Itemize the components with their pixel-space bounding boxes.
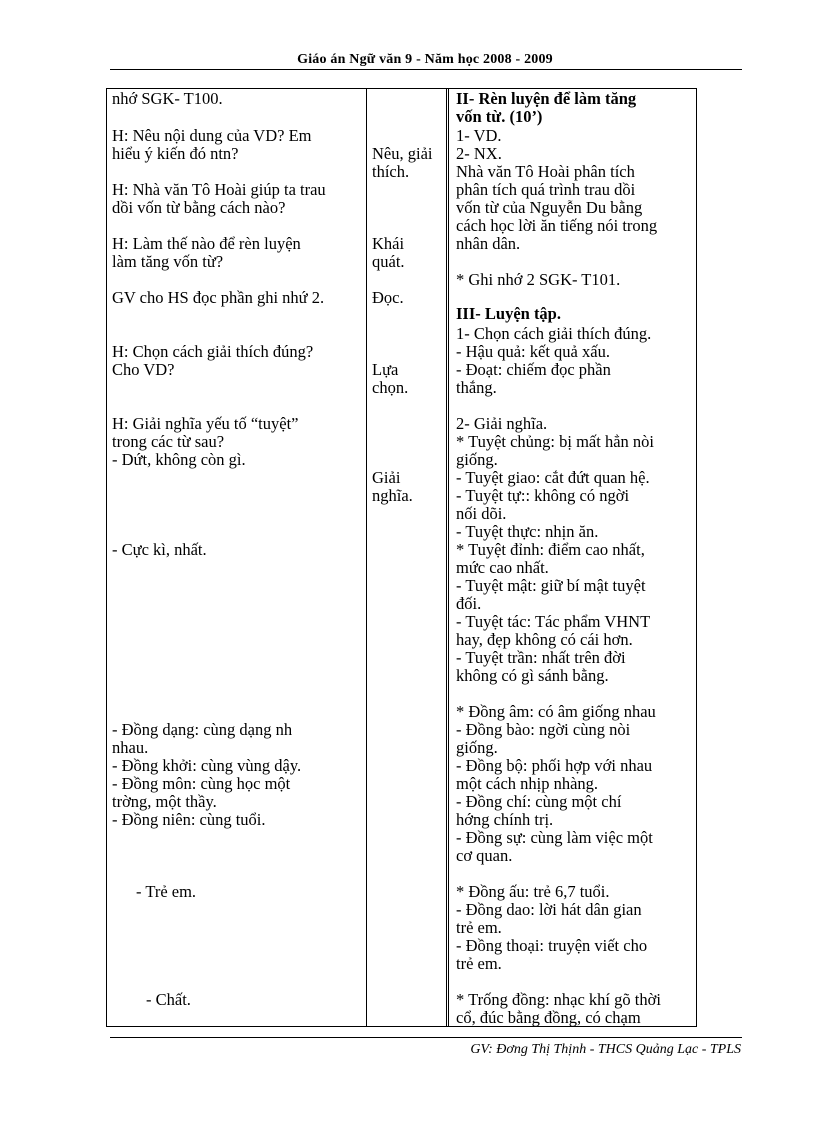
text-line: - Đồng sự: cùng làm việc một xyxy=(456,828,653,847)
text-line: - Đồng bào: ngời cùng nòi xyxy=(456,720,631,739)
text-line: Khái xyxy=(372,234,405,253)
text-line: nhau. xyxy=(112,738,149,757)
text-line: - Đồng dao: lời hát dân gian xyxy=(456,900,642,919)
text-line: - Đồng bộ: phối hợp với nhau xyxy=(456,756,653,775)
text-line: - Trẻ em. xyxy=(136,882,197,901)
text-line: Giải xyxy=(372,468,401,487)
text-line: * Đồng âm: có âm giống nhau xyxy=(456,702,656,721)
text-line: nhớ SGK- T100. xyxy=(112,89,223,108)
text-line: trờng, một thầy. xyxy=(112,792,217,811)
text-line: * Đồng ấu: trẻ 6,7 tuổi. xyxy=(456,882,610,901)
text-line: hớng chính trị. xyxy=(456,810,554,829)
text-line: - Tuyệt giao: cắt đứt quan hệ. xyxy=(456,468,650,487)
footer-rule xyxy=(110,1037,742,1038)
text-line: vốn từ của Nguyễn Du bằng xyxy=(456,198,643,217)
text-line: nhân dân. xyxy=(456,234,521,253)
text-line: 1- Chọn cách giải thích đúng. xyxy=(456,324,652,343)
text-line: quát. xyxy=(372,252,405,271)
text-line: H: Giải nghĩa yếu tố “tuyệt” xyxy=(112,414,299,433)
text-line: - Đồng môn: cùng học một xyxy=(112,774,291,793)
text-line: trẻ em. xyxy=(456,954,502,973)
text-line: phân tích quá trình trau dồi xyxy=(456,180,636,199)
text-line: * Ghi nhớ 2 SGK- T101. xyxy=(456,270,621,289)
page-footer-author: GV: Đơng Thị Thịnh - THCS Quảng Lạc - TPLS xyxy=(470,1042,741,1057)
text-line: chọn. xyxy=(372,378,409,397)
text-line: 2- NX. xyxy=(456,144,502,163)
text-line: một cách nhịp nhàng. xyxy=(456,774,599,793)
text-line: 1- VD. xyxy=(456,126,502,145)
text-line: - Đồng chí: cùng một chí xyxy=(456,792,622,811)
column-divider-2 xyxy=(446,89,449,1026)
section-heading: II- Rèn luyện để làm tăng xyxy=(456,89,637,108)
text-line: - Đoạt: chiếm đọc phần xyxy=(456,360,611,379)
text-line: giống. xyxy=(456,738,498,757)
text-line: GV cho HS đọc phần ghi nhứ 2. xyxy=(112,288,325,307)
text-line: hiểu ý kiến đó ntn? xyxy=(112,144,239,163)
text-line: Cho VD? xyxy=(112,360,175,379)
text-line: - Tuyệt mật: giữ bí mật tuyệt xyxy=(456,576,646,595)
text-line: H: Nêu nội dung của VD? Em xyxy=(112,126,312,145)
text-line: - Đồng thoại: truyện viết cho xyxy=(456,936,648,955)
text-line: trong các từ sau? xyxy=(112,432,225,451)
text-line: H: Nhà văn Tô Hoài giúp ta trau xyxy=(112,180,326,199)
text-line: Nêu, giải xyxy=(372,144,433,163)
text-line: - Tuyệt thực: nhịn ăn. xyxy=(456,522,599,541)
text-line: giống. xyxy=(456,450,498,469)
text-line: trẻ em. xyxy=(456,918,502,937)
text-line: - Cực kì, nhất. xyxy=(112,540,207,559)
text-line: Lựa xyxy=(372,360,399,379)
text-line: Đọc. xyxy=(372,288,404,307)
text-line: cổ, đúc bằng đồng, có chạm xyxy=(456,1008,641,1027)
text-line: 2- Giải nghĩa. xyxy=(456,414,548,433)
text-line: * Trống đồng: nhạc khí gõ thời xyxy=(456,990,661,1009)
text-line: đối. xyxy=(456,594,482,613)
text-line: - Dứt, không còn gì. xyxy=(112,450,246,469)
text-line: - Đồng niên: cùng tuổi. xyxy=(112,810,266,829)
text-line: - Chất. xyxy=(146,990,191,1009)
text-line: * Tuyệt đỉnh: điểm cao nhất, xyxy=(456,540,645,559)
text-line: cơ quan. xyxy=(456,846,513,865)
text-line: Nhà văn Tô Hoài phân tích xyxy=(456,162,635,181)
text-line: * Tuyệt chủng: bị mất hẳn nòi xyxy=(456,432,654,451)
text-line: nối dõi. xyxy=(456,504,507,523)
text-line: - Đồng khởi: cùng vùng dậy. xyxy=(112,756,302,775)
section-heading: vốn từ. (10’) xyxy=(456,107,543,126)
text-line: - Đồng dạng: cùng dạng nh xyxy=(112,720,293,739)
column-divider-1 xyxy=(366,89,367,1026)
text-line: thắng. xyxy=(456,378,497,397)
text-line: không có gì sánh bằng. xyxy=(456,666,609,685)
text-line: cách học lời ăn tiếng nói trong xyxy=(456,216,658,235)
text-line: hay, đẹp không có cái hơn. xyxy=(456,630,633,649)
text-line: - Tuyệt tự:: không có ngời xyxy=(456,486,630,505)
text-line: nghĩa. xyxy=(372,486,413,505)
text-line: H: Làm thế nào để rèn luyện xyxy=(112,234,301,253)
text-line: - Tuyệt trần: nhất trên đời xyxy=(456,648,626,667)
text-line: - Tuyệt tác: Tác phẩm VHNT xyxy=(456,612,651,631)
text-line: dồi vốn từ bằng cách nào? xyxy=(112,198,286,217)
text-line: mức cao nhất. xyxy=(456,558,549,577)
header-rule xyxy=(110,69,742,70)
text-line: H: Chọn cách giải thích đúng? xyxy=(112,342,314,361)
section-heading: III- Luyện tập. xyxy=(456,304,561,323)
text-line: thích. xyxy=(372,162,410,181)
page-header-title: Giáo án Ngữ văn 9 - Năm học 2008 - 2009 xyxy=(297,52,553,67)
text-line: làm tăng vốn từ? xyxy=(112,252,224,271)
text-line: - Hậu quả: kết quả xấu. xyxy=(456,342,610,361)
